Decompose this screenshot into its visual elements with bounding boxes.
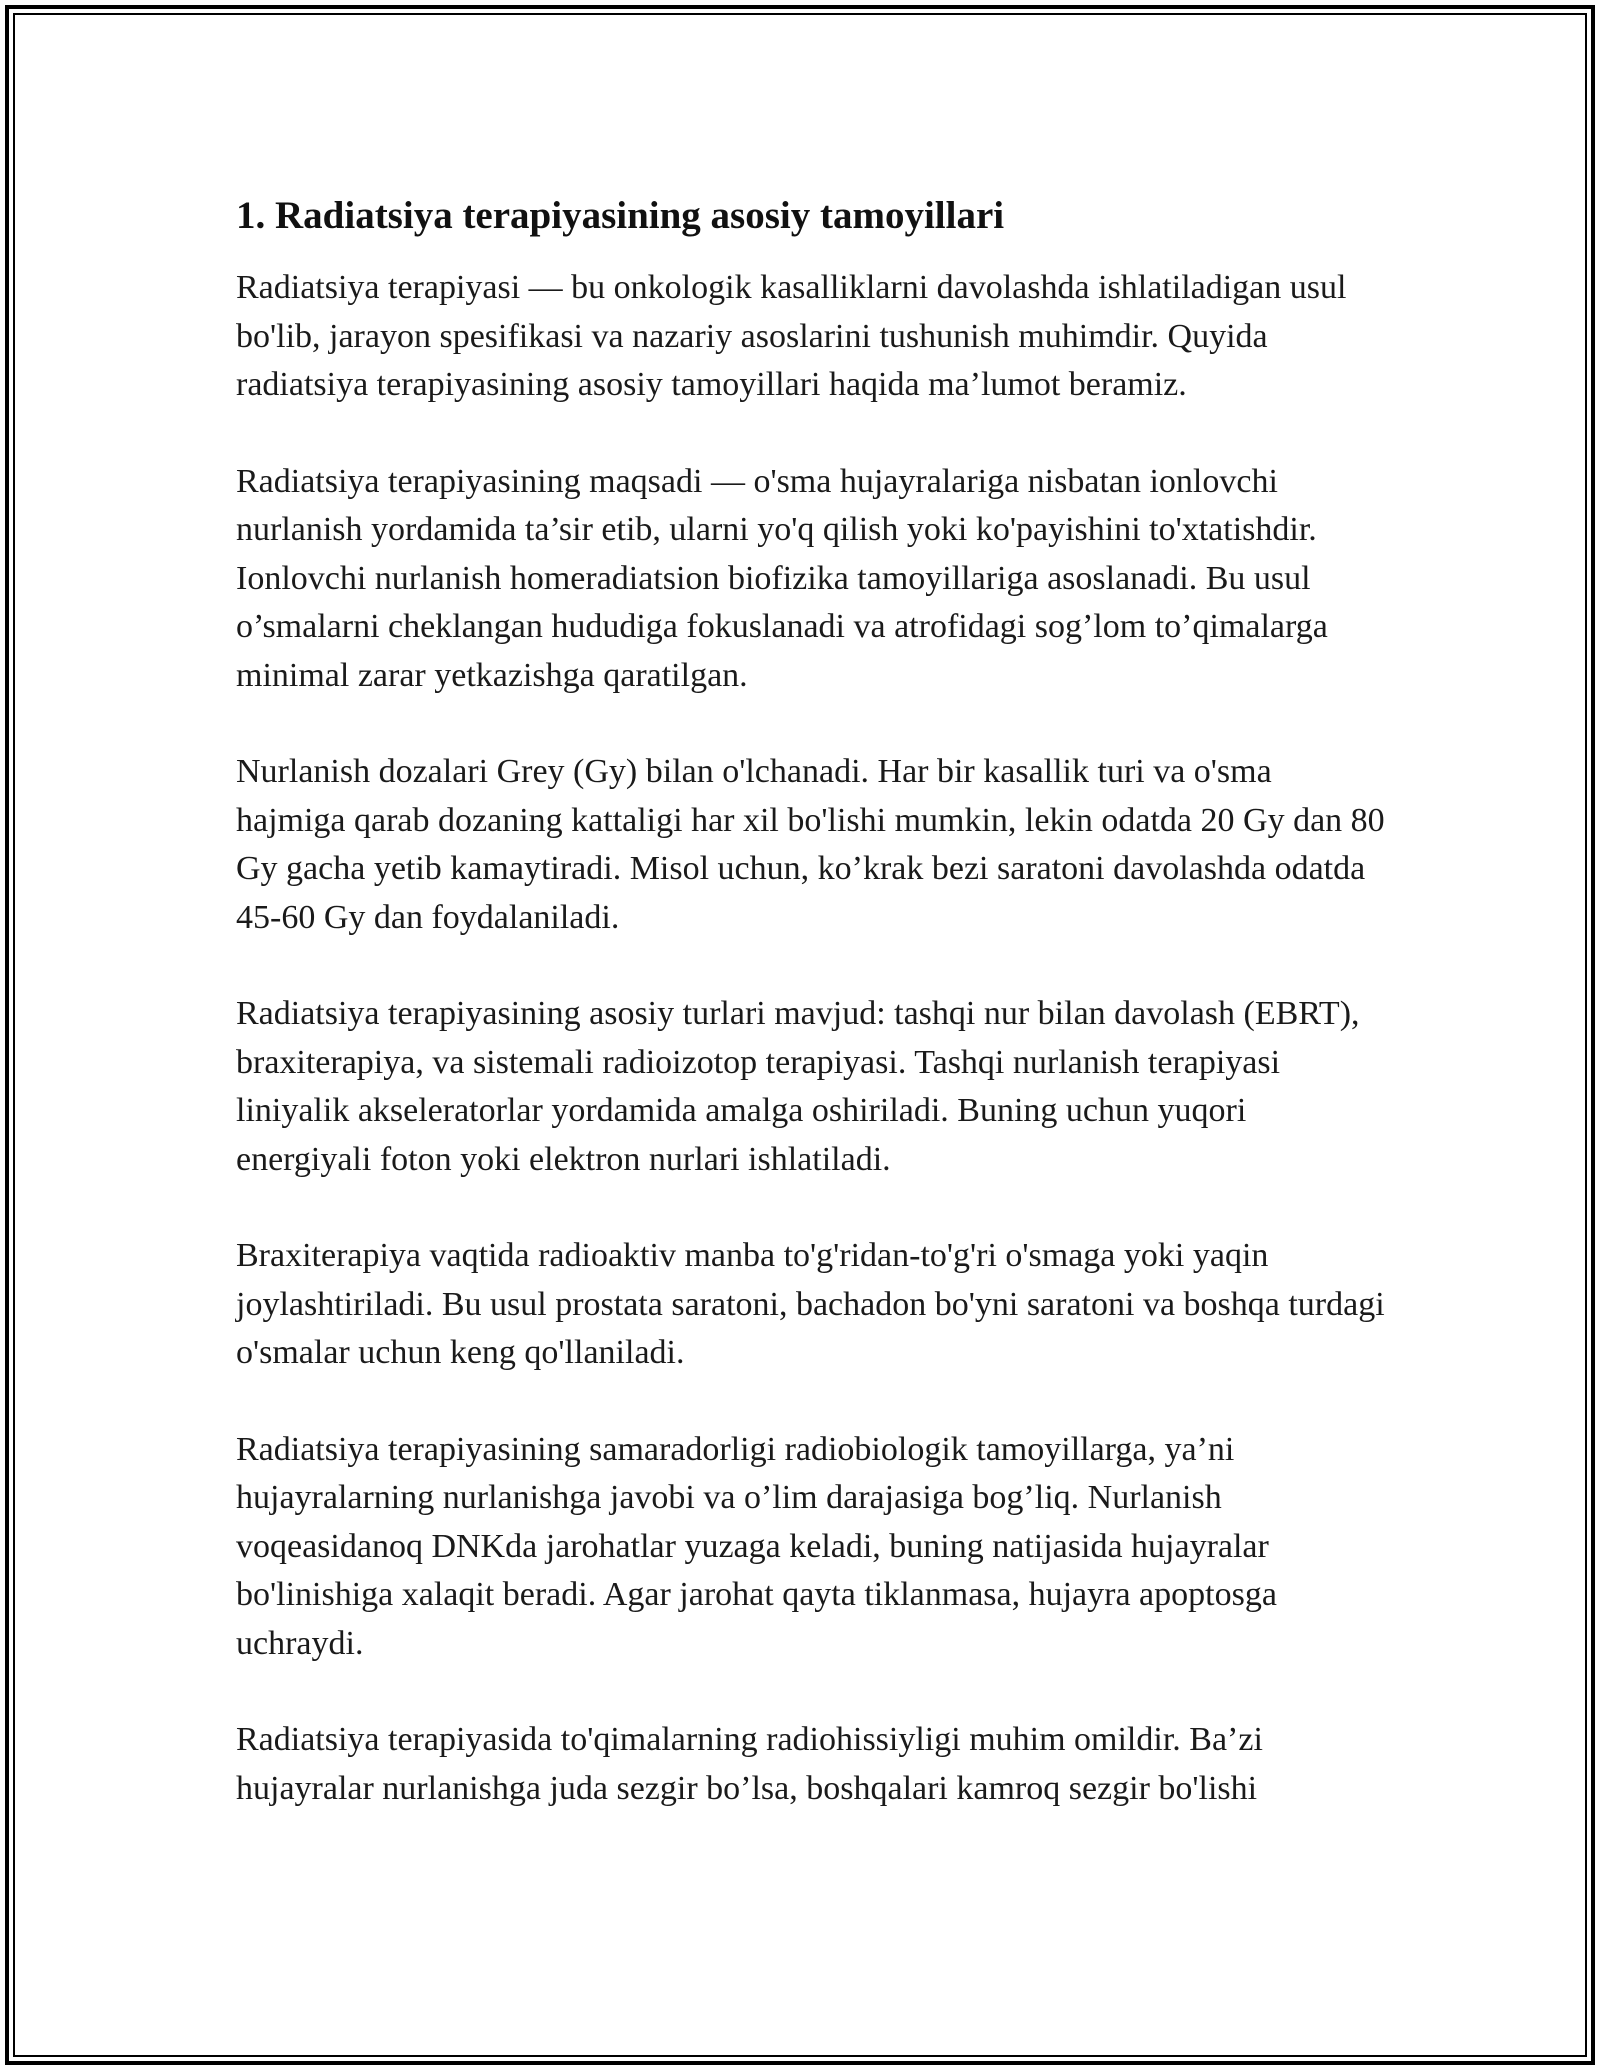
section-title: 1. Radiatsiya terapiyasining asosiy tamoyillari	[236, 194, 1005, 237]
paragraph-dosage: Nurlanish dozalari Grey (Gy) bilan o'lchanadi. Har bir kasallik turi va o'sma hajmiga qarab dozaning kattaligi har xil bo'lishi mumkin, lekin odatda 20 Gy dan 80 Gy gacha yetib kamaytiradi. Misol uchun, ko’krak bezi saratoni davolashda odatda 45-60 Gy dan foydalaniladi.	[236, 753, 1385, 936]
paragraph-radiosensitivity: Radiatsiya terapiyasida to'qimalarning radiohissiyligi muhim omildir. Ba’zi hujayralar nurlanishga juda sezgir bo’lsa, boshqalari kamroq sezgir bo'lishi	[236, 1721, 1263, 1807]
paragraph-purpose: Radiatsiya terapiyasining maqsadi — o'sma hujayralariga nisbatan ionlovchi nurlanish yordamida ta’sir etib, ularni yo'q qilish yoki ko'payishini to'xtatishdir. Ionlovchi nurlanish homeradiatsion biofizika tamoyillariga asoslanadi. Bu usul o’smalarni cheklangan hududiga fokuslanadi va atrofidagi sog’lom to’qimalarga minimal zarar yetkazishga qaratilgan.	[236, 462, 1328, 694]
paragraph-radiobiology: Radiatsiya terapiyasining samaradorligi radiobiologik tamoyillarga, ya’ni hujayralarning nurlanishga javobi va o’lim darajasiga bog’liq. Nurlanish voqeasidanoq DNKda jarohatlar yuzaga keladi, buning natijasida hujayralar bo'linishiga xalaqit beradi. Agar jarohat qayta tiklanmasa, hujayra apoptosga uchraydi.	[236, 1430, 1277, 1662]
paragraph-intro: Radiatsiya terapiyasi — bu onkologik kasalliklarni davolashda ishlatiladigan usul bo'lib, jarayon spesifikasi va nazariy asoslarini tushunish muhimdir. Quyida radiatsiya terapiyasining asosiy tamoyillari haqida ma’lumot beramiz.	[236, 269, 1347, 403]
paragraph-brachytherapy: Braxiterapiya vaqtida radioaktiv manba to'g'ridan-to'g'ri o'smaga yoki yaqin joylashtiriladi. Bu usul prostata saratoni, bachadon bo'yni saratoni va boshqa turdagi o'smalar uchun keng qo'llaniladi.	[236, 1237, 1385, 1371]
paragraph-types: Radiatsiya terapiyasining asosiy turlari mavjud: tashqi nur bilan davolash (EBRT), braxiterapiya, va sistemali radioizotop terapiyasi. Tashqi nurlanish terapiyasi liniyalik akseleratorlar yordamida amalga oshiriladi. Buning uchun yuqori energiyali foton yoki elektron nurlari ishlatiladi.	[236, 995, 1360, 1178]
document-body	[236, 188, 1386, 1861]
